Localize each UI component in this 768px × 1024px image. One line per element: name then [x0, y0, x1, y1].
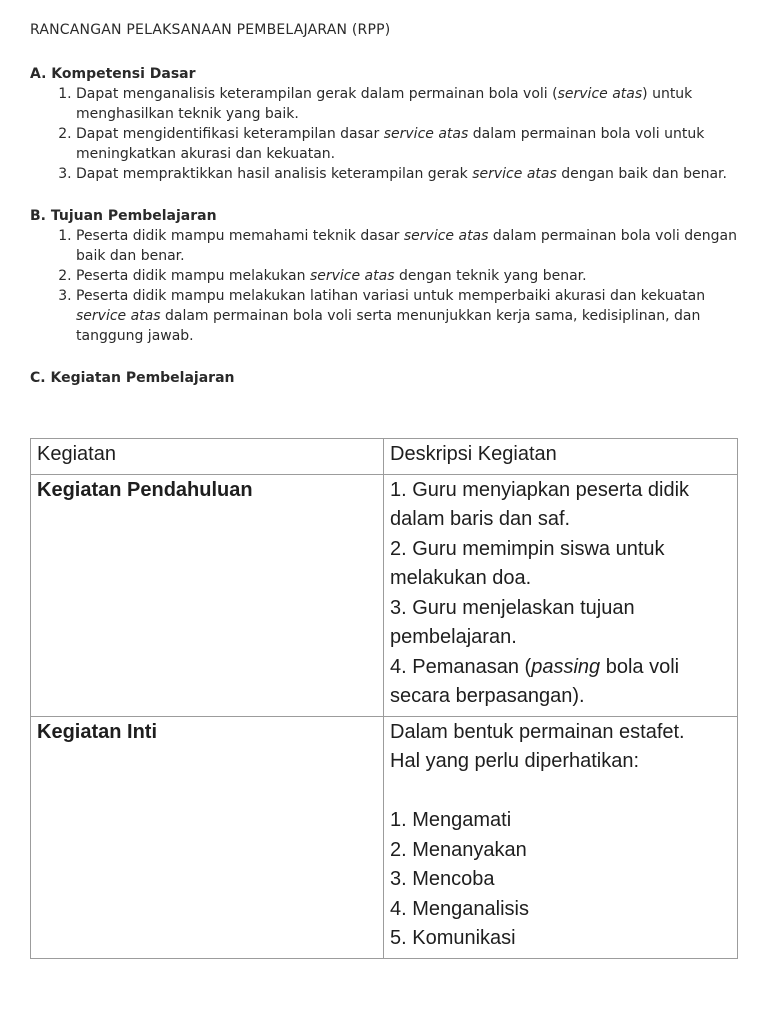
row-description-pendahuluan: [384, 474, 738, 716]
table-header-cell: Kegiatan: [31, 439, 384, 475]
list-item: 3. Dapat mempraktikkan hasil analisis keterampilan gerak service atas dengan baik dan benar.: [76, 164, 740, 184]
description-line: 2. Guru memimpin siswa untuk: [390, 537, 665, 560]
step-item: 3. Mencoba: [390, 868, 495, 890]
description-line: Dalam bentuk permainan estafet.: [390, 720, 685, 743]
step-item: 5. Komunikasi: [390, 927, 516, 949]
step-item: 4. Menganalisis: [390, 897, 529, 920]
kegiatan-table: [30, 438, 738, 959]
table-header-cell: Deskripsi Kegiatan: [384, 439, 738, 475]
description-line: 1. Guru menyiapkan peserta didik: [390, 478, 690, 501]
description-line: Hal yang perlu diperhatikan:: [390, 750, 640, 772]
section-heading: C. Kegiatan Pembelajaran: [30, 370, 235, 386]
document: [30, 20, 740, 388]
list-item: 2. Dapat mengidentifikasi keterampilan dasar service atas dalam permainan bola voli untuk meningkatkan akurasi dan kekuatan.: [76, 124, 740, 164]
list-item: 2. Peserta didik mampu melakukan service atas dengan teknik yang benar.: [76, 266, 740, 286]
description-line: pembelajaran.: [390, 626, 517, 648]
description-line: 3. Guru menjelaskan tujuan: [390, 596, 635, 619]
section-tujuan-pembelajaran: [30, 206, 740, 346]
step-item: 1. Mengamati: [390, 809, 512, 831]
kompetensi-list: [30, 84, 740, 184]
section-heading: B. Tujuan Pembelajaran: [30, 208, 217, 224]
table-header-row: [31, 439, 738, 475]
description-line: melakukan doa.: [390, 567, 532, 589]
row-label-pendahuluan: Kegiatan Pendahuluan: [31, 474, 384, 716]
description-line: 4. Pemanasan (passing bola voli: [390, 655, 680, 678]
tujuan-list: [30, 226, 740, 346]
blank-line: [390, 777, 731, 807]
list-item: 1. Peserta didik mampu memahami teknik dasar service atas dalam permainan bola voli dengan baik dan benar.: [76, 226, 740, 266]
section-kegiatan-pembelajaran: [30, 368, 740, 388]
row-description-inti: [384, 716, 738, 958]
list-item: 3. Peserta didik mampu melakukan latihan variasi untuk memperbaiki akurasi dan kekuatan service atas dalam permainan bola voli serta menunjukkan kerja sama, kedisiplinan, dan tanggung jawab.: [76, 286, 740, 346]
description-line: secara berpasangan).: [390, 685, 585, 707]
step-item: 2. Menanyakan: [390, 838, 527, 861]
section-heading: A. Kompetensi Dasar: [30, 66, 196, 82]
table-row: [31, 716, 738, 958]
description-line: dalam baris dan saf.: [390, 508, 571, 530]
section-kompetensi-dasar: [30, 64, 740, 184]
document-title: RANCANGAN PELAKSANAAN PEMBELAJARAN (RPP): [30, 22, 391, 38]
table-row: [31, 474, 738, 716]
row-label-inti: Kegiatan Inti: [31, 716, 384, 958]
list-item: 1. Dapat menganalisis keterampilan gerak dalam permainan bola voli (service atas) untuk menghasilkan teknik yang baik.: [76, 84, 740, 124]
